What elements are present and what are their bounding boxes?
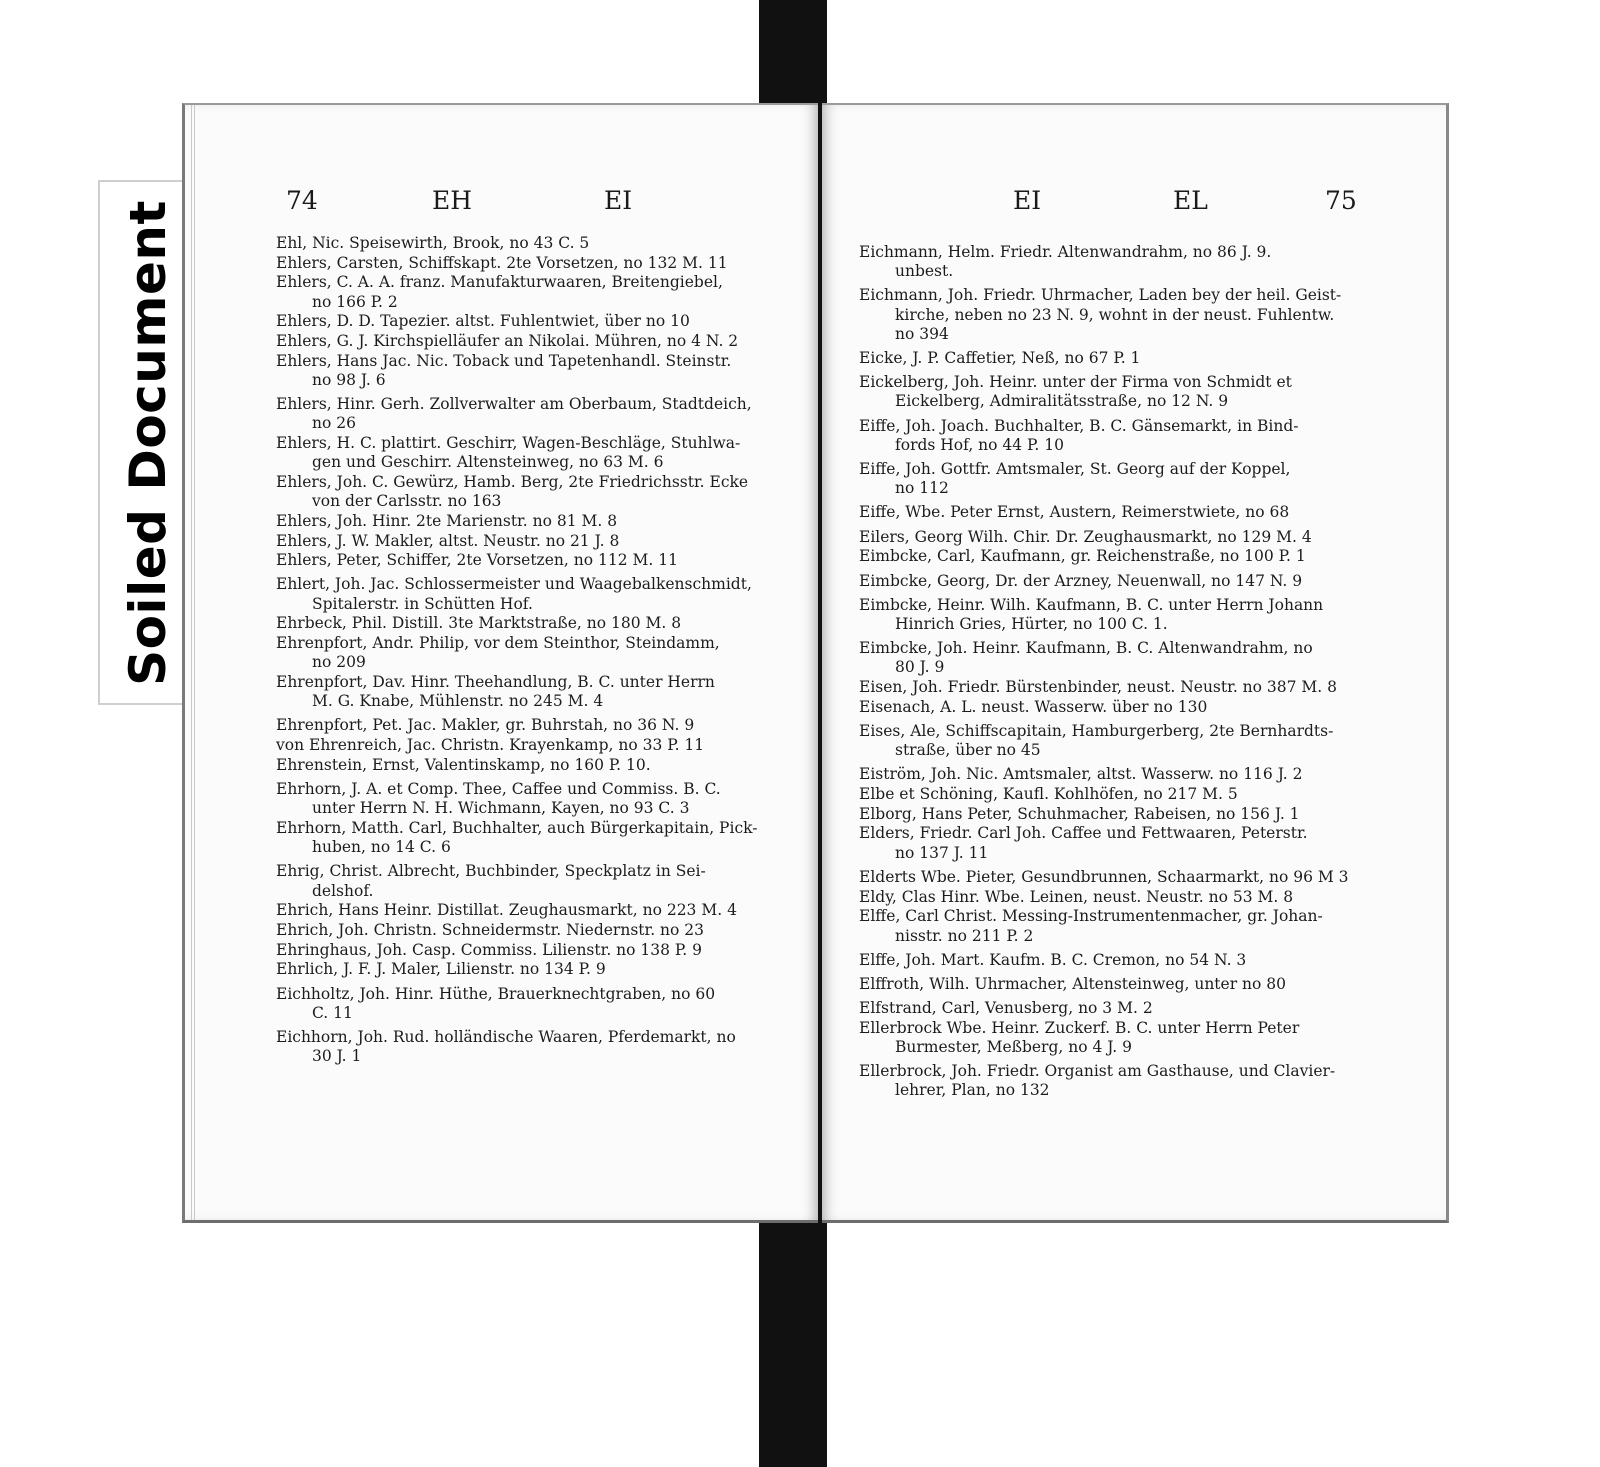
- directory-entry: [859, 460, 1364, 498]
- entry-line: Eilers, Georg Wilh. Chir. Dr. Zeughausmarkt, no 129 M. 4: [859, 527, 1312, 546]
- entry-continuation: no 98 J. 6: [312, 370, 386, 389]
- entry-line: Ehrenpfort, Dav. Hinr. Theehandlung, B. C. unter Herrn: [276, 672, 715, 691]
- entry-line: Eichmann, Helm. Friedr. Altenwandrahm, no 86 J. 9.: [859, 243, 1272, 261]
- entry-line: Eimbcke, Georg, Dr. der Arzney, Neuenwall, no 147 N. 9: [859, 571, 1303, 590]
- entry-line: Elborg, Hans Peter, Schuhmacher, Rabeisen, no 156 J. 1: [859, 804, 1300, 823]
- directory-entry: [276, 234, 776, 253]
- entry-line: Ellerbrock, Joh. Friedr. Organist am Gasthause, und Clavier-: [859, 1062, 1336, 1081]
- entry-line: Ehlers, Hinr. Gerh. Zollverwalter am Oberbaum, Stadtdeich,: [276, 395, 752, 414]
- directory-entry: [276, 434, 776, 472]
- entry-continuation: lehrer, Plan, no 132: [895, 1081, 1050, 1100]
- entry-continuation: unbest.: [895, 262, 954, 281]
- entry-line: Ehrenpfort, Pet. Jac. Makler, gr. Buhrstah, no 36 N. 9: [276, 716, 695, 735]
- entry-line: Eickelberg, Joh. Heinr. unter der Firma von Schmidt et: [859, 373, 1292, 392]
- entry-line: Ehlers, J. W. Makler, altst. Neustr. no 21 J. 8: [276, 531, 620, 550]
- entry-line: Ehringhaus, Joh. Casp. Commiss. Lilienstr. no 138 P. 9: [276, 940, 702, 959]
- directory-entry: [276, 332, 776, 351]
- entry-continuation: fords Hof, no 44 P. 10: [895, 435, 1064, 454]
- directory-entry: [859, 824, 1364, 862]
- entry-line: Elffe, Joh. Mart. Kaufm. B. C. Cremon, no 54 N. 3: [859, 950, 1247, 969]
- entry-line: Ehrich, Joh. Christn. Schneidermstr. Niedernstr. no 23: [276, 920, 705, 939]
- entry-line: Elfstrand, Carl, Venusberg, no 3 M. 2: [859, 999, 1153, 1018]
- entry-line: Ellerbrock Wbe. Heinr. Zuckerf. B. C. unter Herrn Peter: [859, 1018, 1300, 1037]
- entry-line: Eiffe, Wbe. Peter Ernst, Austern, Reimerstwiete, no 68: [859, 503, 1290, 522]
- entry-line: Eiffe, Joh. Gottfr. Amtsmaler, St. Georg auf der Koppel,: [859, 460, 1291, 479]
- directory-entry: [276, 941, 776, 960]
- entry-line: Elbe et Schöning, Kaufl. Kohlhöfen, no 217 M. 5: [859, 785, 1238, 804]
- directory-entry: [859, 999, 1364, 1018]
- entry-line: Ehlers, Joh. Hinr. 2te Marienstr. no 81 M. 8: [276, 511, 618, 530]
- directory-entry: [276, 551, 776, 570]
- entry-continuation: C. 11: [312, 1003, 353, 1022]
- directory-entry: [276, 473, 776, 511]
- directory-entry: [859, 951, 1364, 970]
- directory-entry: [276, 532, 776, 551]
- directory-entry: [276, 352, 776, 390]
- entry-line: Ehrhorn, J. A. et Comp. Thee, Caffee und Commiss. B. C.: [276, 779, 721, 798]
- left-page-number: 74: [286, 186, 318, 215]
- directory-entry: [276, 780, 776, 818]
- entry-continuation: 80 J. 9: [895, 658, 945, 677]
- entry-line: Ehlers, Joh. C. Gewürz, Hamb. Berg, 2te Friedrichsstr. Ecke: [276, 472, 749, 491]
- directory-entry: [859, 596, 1364, 634]
- directory-entry: [276, 395, 776, 433]
- directory-entry: [276, 921, 776, 940]
- directory-entry: [859, 805, 1364, 824]
- entry-line: Eimbcke, Joh. Heinr. Kaufmann, B. C. Altenwandrahm, no: [859, 639, 1313, 658]
- directory-entry: [859, 417, 1364, 455]
- entry-continuation: kirche, neben no 23 N. 9, wohnt in der neust. Fuhlentw.: [895, 305, 1335, 324]
- entry-continuation: no 166 P. 2: [312, 292, 398, 311]
- entry-continuation: Spitalerstr. in Schütten Hof.: [312, 594, 533, 613]
- entry-line: Ehrbeck, Phil. Distill. 3te Marktstraße, no 180 M. 8: [276, 614, 682, 633]
- right-header-left: EI: [1013, 186, 1042, 215]
- directory-entry: [276, 819, 776, 857]
- directory-entry: [276, 1028, 776, 1066]
- directory-entry: [859, 1019, 1364, 1057]
- directory-entry: [859, 907, 1364, 945]
- entry-line: Ehrlich, J. F. J. Maler, Lilienstr. no 134 P. 9: [276, 960, 606, 979]
- entry-line: Ehlers, Peter, Schiffer, 2te Vorsetzen, no 112 M. 11: [276, 551, 678, 570]
- entry-line: Elffroth, Wilh. Uhrmacher, Altensteinweg, unter no 80: [859, 974, 1287, 993]
- directory-entry: [859, 639, 1364, 677]
- entry-line: Ehrenstein, Ernst, Valentinskamp, no 160 P. 10.: [276, 755, 651, 774]
- directory-entry: [276, 673, 776, 711]
- entry-continuation: huben, no 14 C. 6: [312, 838, 451, 857]
- entry-line: Ehrenpfort, Andr. Philip, vor dem Steinthor, Steindamm,: [276, 634, 720, 653]
- entry-line: Eisenach, A. L. neust. Wasserw. über no 130: [859, 697, 1208, 716]
- entry-line: Ehlers, Hans Jac. Nic. Toback und Tapetenhandl. Steinstr.: [276, 351, 732, 370]
- entry-continuation: no 112: [895, 479, 949, 498]
- right-page-number: 75: [1325, 186, 1357, 215]
- directory-entry: [859, 528, 1364, 547]
- directory-entry: [859, 678, 1364, 697]
- entry-line: Eldy, Clas Hinr. Wbe. Leinen, neust. Neustr. no 53 M. 8: [859, 887, 1294, 906]
- directory-entry: [276, 862, 776, 900]
- entry-line: Ehrhorn, Matth. Carl, Buchhalter, auch Bürgerkapitain, Pick-: [276, 818, 758, 837]
- entry-line: Ehlers, H. C. plattirt. Geschirr, Wagen-Beschläge, Stuhlwa-: [276, 434, 741, 453]
- directory-entry: [859, 547, 1364, 566]
- entry-line: Eisen, Joh. Friedr. Bürstenbinder, neust. Neustr. no 387 M. 8: [859, 678, 1338, 697]
- left-entries: [276, 234, 776, 1067]
- directory-entry: [276, 312, 776, 331]
- directory-entry: [859, 349, 1364, 368]
- entry-line: Eiffe, Joh. Joach. Buchhalter, B. C. Gänsemarkt, in Bind-: [859, 416, 1299, 435]
- entry-continuation: Hinrich Gries, Hürter, no 100 C. 1.: [895, 614, 1168, 633]
- directory-entry: [859, 868, 1364, 887]
- directory-entry: [859, 975, 1364, 994]
- entry-continuation: M. G. Knabe, Mühlenstr. no 245 M. 4: [312, 692, 604, 711]
- right-header-right: EL: [1173, 186, 1208, 215]
- entry-continuation: Eickelberg, Admiralitätsstraße, no 12 N. 9: [895, 392, 1229, 411]
- entry-line: Eichhorn, Joh. Rud. holländische Waaren, Pferdemarkt, no: [276, 1027, 736, 1046]
- directory-entry: [859, 722, 1364, 760]
- entry-continuation: 30 J. 1: [312, 1047, 362, 1066]
- directory-entry: [859, 503, 1364, 522]
- directory-entry: [276, 634, 776, 672]
- directory-entry: [276, 575, 776, 613]
- entry-continuation: no 137 J. 11: [895, 843, 989, 862]
- entry-line: Eicke, J. P. Caffetier, Neß, no 67 P. 1: [859, 349, 1141, 368]
- directory-entry: [859, 888, 1364, 907]
- directory-entry: [276, 756, 776, 775]
- soiled-document-text: Soiled Document: [119, 199, 177, 686]
- entry-continuation: unter Herrn N. H. Wichmann, Kayen, no 93 C. 3: [312, 799, 690, 818]
- right-entries: [859, 243, 1364, 1101]
- directory-entry: [859, 785, 1364, 804]
- entry-continuation: no 26: [312, 414, 356, 433]
- entry-continuation: straße, über no 45: [895, 741, 1041, 760]
- entry-continuation: nisstr. no 211 P. 2: [895, 926, 1034, 945]
- directory-entry: [859, 373, 1364, 411]
- entry-line: Ehlers, C. A. A. franz. Manufakturwaaren, Breitengiebel,: [276, 273, 723, 292]
- directory-entry: [859, 572, 1364, 591]
- entry-line: Ehlert, Joh. Jac. Schlossermeister und Waagebalkenschmidt,: [276, 575, 752, 594]
- entry-line: Eichholtz, Joh. Hinr. Hüthe, Brauerknechtgraben, no 60: [276, 984, 716, 1003]
- left-header-right: EI: [604, 186, 633, 215]
- entry-line: Eises, Ale, Schiffscapitain, Hamburgerberg, 2te Bernhardts-: [859, 721, 1334, 740]
- entry-line: Ehlers, G. J. Kirchspielläufer an Nikolai. Mühren, no 4 N. 2: [276, 332, 739, 351]
- directory-entry: [276, 512, 776, 531]
- entry-continuation: delshof.: [312, 881, 374, 900]
- directory-entry: [276, 960, 776, 979]
- directory-entry: [859, 698, 1364, 717]
- entry-line: Ehlers, Carsten, Schiffskapt. 2te Vorsetzen, no 132 M. 11: [276, 253, 728, 272]
- entry-continuation: no 209: [312, 653, 366, 672]
- entry-line: Eichmann, Joh. Friedr. Uhrmacher, Laden bey der heil. Geist-: [859, 286, 1342, 305]
- directory-entry: [276, 901, 776, 920]
- directory-entry: [276, 614, 776, 633]
- directory-entry: [859, 1062, 1364, 1100]
- entry-line: Ehlers, D. D. Tapezier. altst. Fuhlentwiet, über no 10: [276, 312, 690, 331]
- entry-line: Ehl, Nic. Speisewirth, Brook, no 43 C. 5: [276, 234, 590, 252]
- entry-line: Eiström, Joh. Nic. Amtsmaler, altst. Wasserw. no 116 J. 2: [859, 765, 1303, 784]
- directory-entry: [276, 273, 776, 311]
- directory-entry: [276, 254, 776, 273]
- entry-line: Ehrig, Christ. Albrecht, Buchbinder, Speckplatz in Sei-: [276, 862, 706, 881]
- directory-entry: [859, 765, 1364, 784]
- directory-entry: [276, 736, 776, 755]
- directory-entry: [276, 985, 776, 1023]
- entry-line: Elders, Friedr. Carl Joh. Caffee und Fettwaaren, Peterstr.: [859, 824, 1308, 843]
- entry-continuation: gen und Geschirr. Altensteinweg, no 63 M. 6: [312, 453, 664, 472]
- directory-entry: [859, 286, 1364, 344]
- entry-line: von Ehrenreich, Jac. Christn. Krayenkamp, no 33 P. 11: [276, 736, 705, 755]
- entry-line: Eimbcke, Carl, Kaufmann, gr. Reichenstraße, no 100 P. 1: [859, 547, 1306, 566]
- entry-continuation: von der Carlsstr. no 163: [312, 492, 502, 511]
- entry-continuation: no 394: [895, 324, 949, 343]
- directory-entry: [276, 716, 776, 735]
- directory-entry: [859, 243, 1364, 281]
- entry-continuation: Burmester, Meßberg, no 4 J. 9: [895, 1038, 1133, 1057]
- entry-line: Elffe, Carl Christ. Messing-Instrumentenmacher, gr. Johan-: [859, 907, 1323, 926]
- entry-line: Elderts Wbe. Pieter, Gesundbrunnen, Schaarmarkt, no 96 M 3: [859, 867, 1349, 886]
- entry-line: Eimbcke, Heinr. Wilh. Kaufmann, B. C. unter Herrn Johann: [859, 595, 1324, 614]
- left-header-left: EH: [432, 186, 473, 215]
- entry-line: Ehrich, Hans Heinr. Distillat. Zeughausmarkt, no 223 M. 4: [276, 901, 737, 920]
